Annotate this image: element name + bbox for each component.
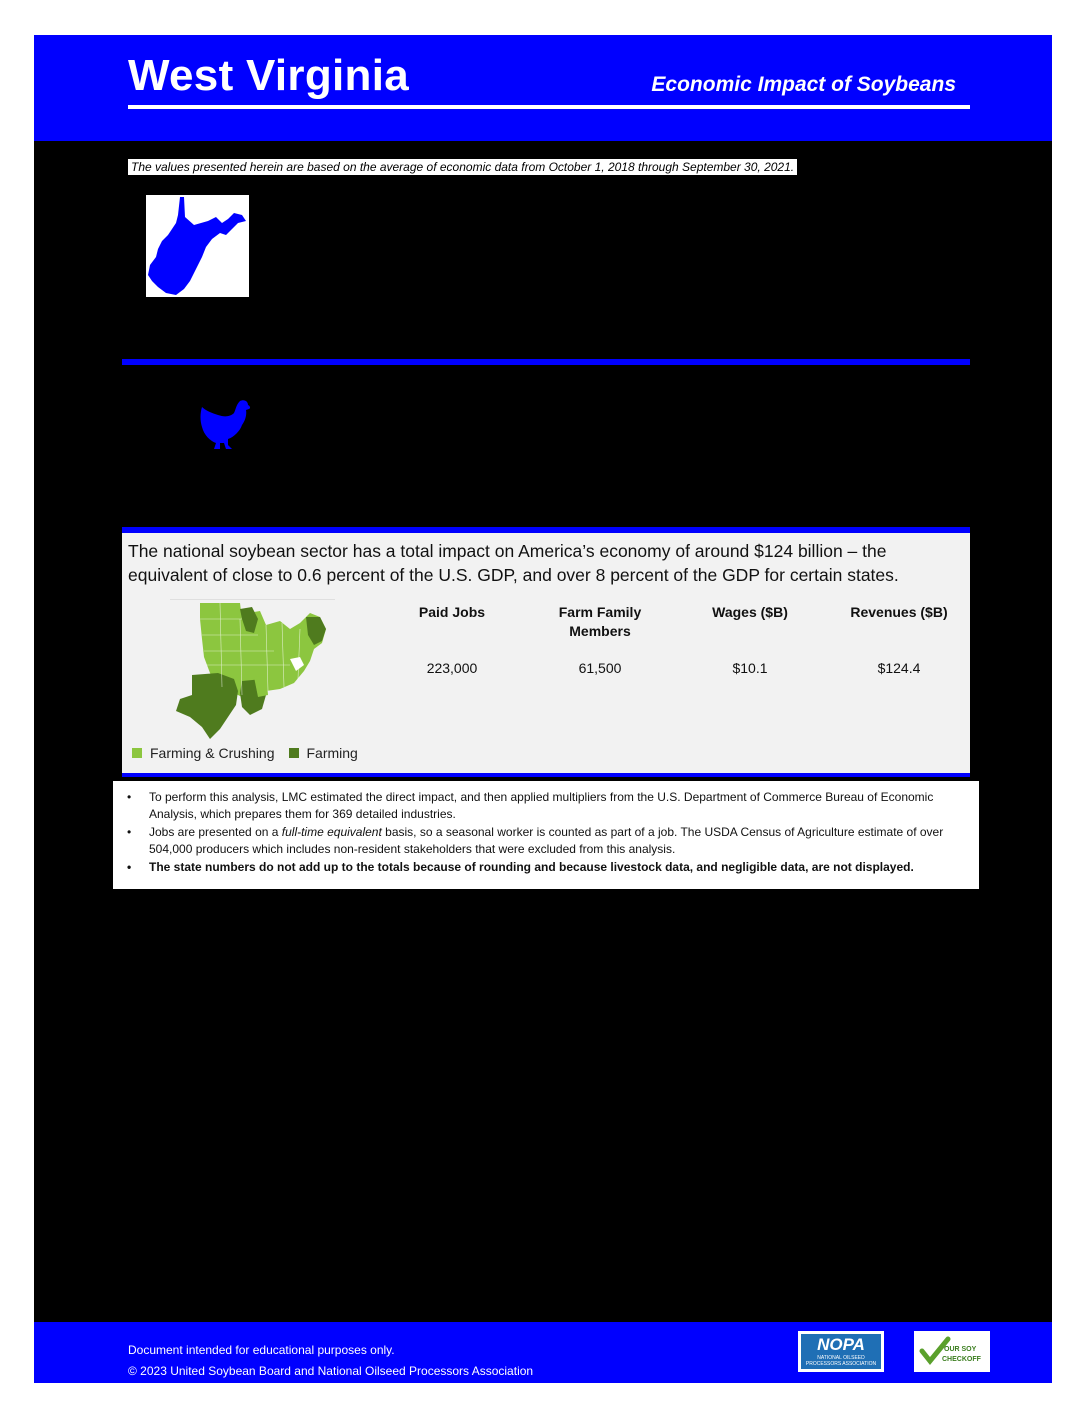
stat-value: 61,500	[578, 660, 622, 676]
nopa-logo-subtext: NATIONAL OILSEED PROCESSORS ASSOCIATION	[805, 1355, 877, 1367]
west-virginia-shape-icon	[146, 195, 249, 297]
farming-region-southwest	[176, 673, 238, 739]
national-impact-panel	[122, 527, 970, 777]
methodology-notes	[113, 781, 979, 889]
chicken-icon	[198, 397, 252, 453]
page-subtitle: Economic Impact of Soybeans	[651, 73, 956, 96]
soy-checkoff-logo	[914, 1331, 990, 1372]
stat-revenues	[839, 603, 959, 676]
page-title: West Virginia	[128, 51, 410, 100]
nopa-logo-mark: NOPA	[817, 1335, 865, 1354]
map-legend	[132, 745, 372, 761]
stat-value: $10.1	[732, 660, 768, 676]
note-item: • To perform this analysis, LMC estimated the direct impact, and then applied multipliers from the U.S. Department of Commerce Bureau of Economic Analysis, which prepares them for 369 detailed industries.	[125, 789, 963, 823]
page	[34, 35, 1052, 1383]
national-summary: The national soybean sector has a total impact on America’s economy of around $124 billion – the equivalent of close to 0.6 percent of the U.S. GDP, and over 8 percent of the GDP for certain states.	[128, 541, 899, 585]
stat-label: Farm Family Members	[558, 604, 642, 639]
legend-label: Farming	[306, 745, 358, 761]
footer-disclaimer: Document intended for educational purposes only.	[128, 1343, 395, 1357]
stat-value: $124.4	[877, 660, 921, 676]
header-banner	[34, 35, 1052, 141]
legend-item-farming-crushing	[132, 745, 275, 761]
stat-label: Revenues ($B)	[850, 604, 948, 620]
legend-label: Farming & Crushing	[150, 745, 275, 761]
header-divider	[128, 105, 970, 109]
legend-swatch	[289, 748, 299, 758]
legend-swatch	[132, 748, 142, 758]
stat-paid-jobs	[392, 603, 512, 676]
legend-item-farming	[289, 745, 358, 761]
svg-text:OUR SOY: OUR SOY	[944, 1346, 977, 1353]
stat-value: 223,000	[426, 660, 478, 676]
stat-wages	[690, 603, 810, 676]
us-soybean-region-map	[170, 599, 335, 743]
stat-label: Wages ($B)	[712, 604, 788, 620]
stat-farm-family-members	[540, 603, 660, 676]
section-divider	[122, 359, 970, 365]
footer-copyright: © 2023 United Soybean Board and National Oilseed Processors Association	[128, 1364, 534, 1378]
period-note: The values presented herein are based on the average of economic data from October 1, 2018 through September 30, 2021.	[128, 159, 797, 175]
note-item: • The state numbers do not add up to the totals because of rounding and because livestock data, and negligible data, are not displayed.	[125, 859, 963, 876]
svg-text:CHECKOFF: CHECKOFF	[942, 1356, 981, 1363]
west-virginia-map	[146, 195, 249, 297]
footer-banner	[34, 1322, 1052, 1383]
stat-label: Paid Jobs	[418, 604, 486, 620]
checkoff-check-icon	[914, 1331, 990, 1372]
nopa-logo	[798, 1331, 884, 1372]
note-item: • Jobs are presented on a full-time equivalent basis, so a seasonal worker is counted as part of a job. The USDA Census of Agriculture estimate of over 504,000 producers which includes non-resident stakeholders that were excluded from this analysis.	[125, 824, 963, 858]
